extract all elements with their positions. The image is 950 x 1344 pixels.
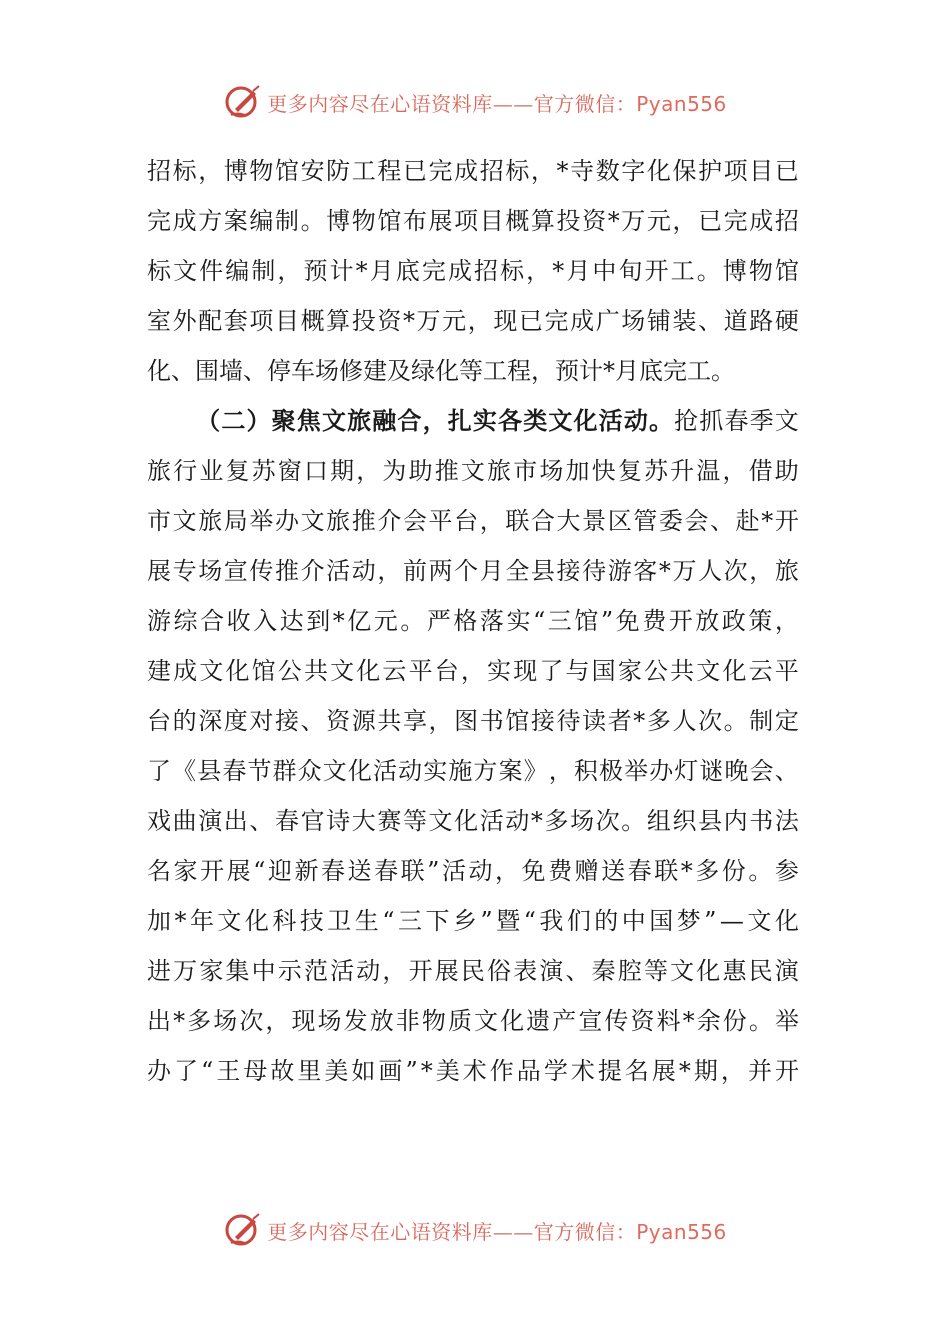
footer-banner (0, 1210, 950, 1250)
banner-text (267, 1216, 727, 1245)
text-line: 建 成 文 化 馆 公 共 文 化 云 平 台 ， 实 现 了 与 国 家 公 共 文 化 云 平 (147, 657, 799, 685)
text-line: 旅 行 业 复 苏 窗 口 期 ， 为 助 推 文 旅 市 场 加 快 复 苏 升 温 ， 借 助 (147, 457, 799, 485)
banner-separator: —— (492, 91, 534, 116)
banner-label: 官方微信： (533, 91, 637, 116)
pen-logo-icon (223, 1210, 263, 1250)
document-body (147, 146, 799, 1096)
text-line: 出 * 多 场 次 ， 现 场 发 放 非 物 质 文 化 遗 产 宣 传 资 料 * 余 份 。 举 (147, 1007, 799, 1035)
text-line: （ 二 ） 聚 焦 文 旅 融 合 ， 扎 实 各 类 文 化 活 动 。 抢 抓 春 季 文 (196, 406, 799, 435)
banner-wechat-id: Pyan556 (636, 1219, 727, 1244)
text-line: 展 专 场 宣 传 推 介 活 动 ， 前 两 个 月 全 县 接 待 游 客 * 万 人 次 ， 旅 (147, 557, 799, 585)
text-line: 名 家 开 展 “ 迎 新 春 送 春 联 ” 活 动 ， 免 费 赠 送 春 联 * 多 份 。 参 (147, 857, 799, 885)
banner-label: 官方微信： (533, 1219, 637, 1244)
text-line: 完 成 方 案 编 制 。 博 物 馆 布 展 项 目 概 算 投 资 * 万 元 ， 已 完 成 招 (147, 207, 799, 235)
banner-wechat-id: Pyan556 (636, 91, 727, 116)
text-line: 标 文 件 编 制 ， 预 计 * 月 底 完 成 招 标 ， * 月 中 旬 开 工 。 博 物 馆 (147, 257, 799, 285)
text-line: 办 了 “ 王 母 故 里 美 如 画 ” * 美 术 作 品 学 术 提 名 展 * 期 ， 并 开 (147, 1057, 799, 1085)
text-line: 戏 曲 演 出 、 春 官 诗 大 赛 等 文 化 活 动 * 多 场 次 。 组 织 县 内 书 法 (147, 807, 799, 835)
text-line: 了 《 县 春 节 群 众 文 化 活 动 实 施 方 案 》 ， 积 极 举 办 灯 谜 晚 会 、 (147, 757, 799, 785)
text-line: 市 文 旅 局 举 办 文 旅 推 介 会 平 台 ， 联 合 大 景 区 管 委 会 、 赴 * 开 (147, 507, 799, 535)
banner-title: 更多内容尽在心语资料库 (267, 1219, 493, 1244)
text-line: 化 、 围 墙 、 停 车 场 修 建 及 绿 化 等 工 程 ， 预 计 * 月 底 完 工 。 (147, 357, 735, 385)
header-banner (0, 82, 950, 122)
text-line: 游 综 合 收 入 达 到 * 亿 元 。 严 格 落 实 “ 三 馆 ” 免 费 开 放 政 策 ， (147, 607, 799, 635)
banner-separator: —— (492, 1219, 534, 1244)
banner-text (267, 88, 727, 117)
text-line: 加 * 年 文 化 科 技 卫 生 “ 三 下 乡 ” 暨 “ 我 们 的 中 国 梦 ” — 文 化 (147, 907, 799, 935)
pen-logo-icon (223, 82, 263, 122)
text-line: 室 外 配 套 项 目 概 算 投 资 * 万 元 ， 现 已 完 成 广 场 铺 装 、 道 路 硬 (147, 307, 799, 335)
banner-title: 更多内容尽在心语资料库 (267, 91, 493, 116)
text-line: 招 标 ， 博 物 馆 安 防 工 程 已 完 成 招 标 ， * 寺 数 字 化 保 护 项 目 已 (147, 157, 799, 185)
text-line: 进 万 家 集 中 示 范 活 动 ， 开 展 民 俗 表 演 、 秦 腔 等 文 化 惠 民 演 (147, 957, 799, 985)
text-line: 台 的 深 度 对 接 、 资 源 共 享 ， 图 书 馆 接 待 读 者 * 多 人 次 。 制 定 (147, 707, 799, 735)
